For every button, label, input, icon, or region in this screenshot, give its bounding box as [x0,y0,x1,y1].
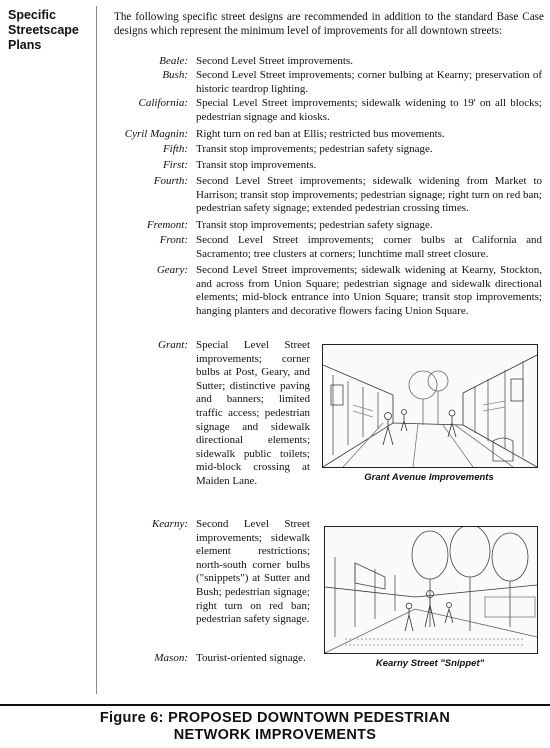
street-label-front: Front: [159,234,188,246]
figure-title-line-1: Figure 6: PROPOSED DOWNTOWN PEDESTRIAN [99,710,451,726]
figure-title-rule [0,704,550,706]
street-label-beale: Beale: [159,55,188,67]
street-text-bush: Second Level Street improvements; corner bulbing at Kearny; preservation of historic teardrop lighting. [196,69,542,95]
kearny-street-illustration [324,526,538,654]
street-text-kearny: Second Level Street improvements; sidewalk element restrictions; north-south corner bulbs ("snippets") at Sutter and Bush; pedestrian signage; right turn on red ban; pedestrian safety signage. [196,518,310,626]
street-label-fourth: Fourth: [153,175,188,187]
street-text-cyril-magnin: Right turn on red ban at Ellis; restricted bus movements. [196,128,445,140]
street-label-fifth: Fifth: [162,143,188,155]
street-text-mason: Tourist-oriented signage. [196,652,306,664]
grant-avenue-illustration [322,344,538,468]
street-label-first: First: [162,159,188,171]
street-label-mason: Mason: [154,652,188,664]
section-title [8,8,88,53]
street-label-bush: Bush: [162,69,188,81]
kearny-street-caption: Kearny Street "Snippet" [375,658,485,669]
street-text-geary: Second Level Street improvements; sidewalk widening at Kearny, Stockton, and across from Union Square; pedestrian signage and sidewalk directional elements; mid-block entrance into Union Square; transit stop improvements; hanging planters and decorative flowers facing Union Square. [196,264,542,317]
street-label-grant: Grant: [158,339,188,351]
street-text-fifth: Transit stop improvements; pedestrian safety signage. [196,143,433,155]
street-label-fremont: Fremont: [146,219,188,231]
street-text-beale: Second Level Street improvements. [196,55,354,67]
street-text-california: Special Level Street improvements; sidewalk widening to 19' on all blocks; pedestrian signage and kiosks. [196,97,542,123]
intro-paragraph: The following specific street designs are recommended in addition to the standard Base Case designs which represent the minimum level of improvements for all downtown streets: [114,11,544,37]
street-label-california: California: [138,97,188,109]
figure-title-line-2: NETWORK IMPROVEMENTS [173,727,377,743]
street-label-kearny: Kearny: [151,518,188,530]
street-text-grant: Special Level Street improvements; corner bulbs at Post, Geary, and Sutter; distinctive paving and banners; limited traffic access; pedestrian signage and sidewalk directional elements; sidewalk public toilets; mid-block crossing at Maiden Lane. [196,339,310,487]
street-text-first: Transit stop improvements. [196,159,317,171]
street-text-front: Second Level Street improvements; corner bulbs at California and Sacramento; tree clusters at corners; lunchtime mall street closure. [196,234,542,260]
street-label-geary: Geary: [156,264,188,276]
section-title-line: Plans [8,38,42,52]
street-text-fremont: Transit stop improvements; pedestrian safety signage. [196,219,433,231]
street-text-fourth: Second Level Street improvements; sidewalk widening from Market to Harrison; transit stop improvements; pedestrian signage; right turn on red ban; pedestrian safety signage; extended pedestrian crossing times. [196,175,542,215]
grant-avenue-caption: Grant Avenue Improvements [364,472,494,483]
margin-rule [96,6,97,694]
section-title-line: Streetscape [8,23,79,37]
street-label-cyril-magnin: Cyril Magnin: [124,128,188,140]
section-title-line: Specific [8,8,56,22]
